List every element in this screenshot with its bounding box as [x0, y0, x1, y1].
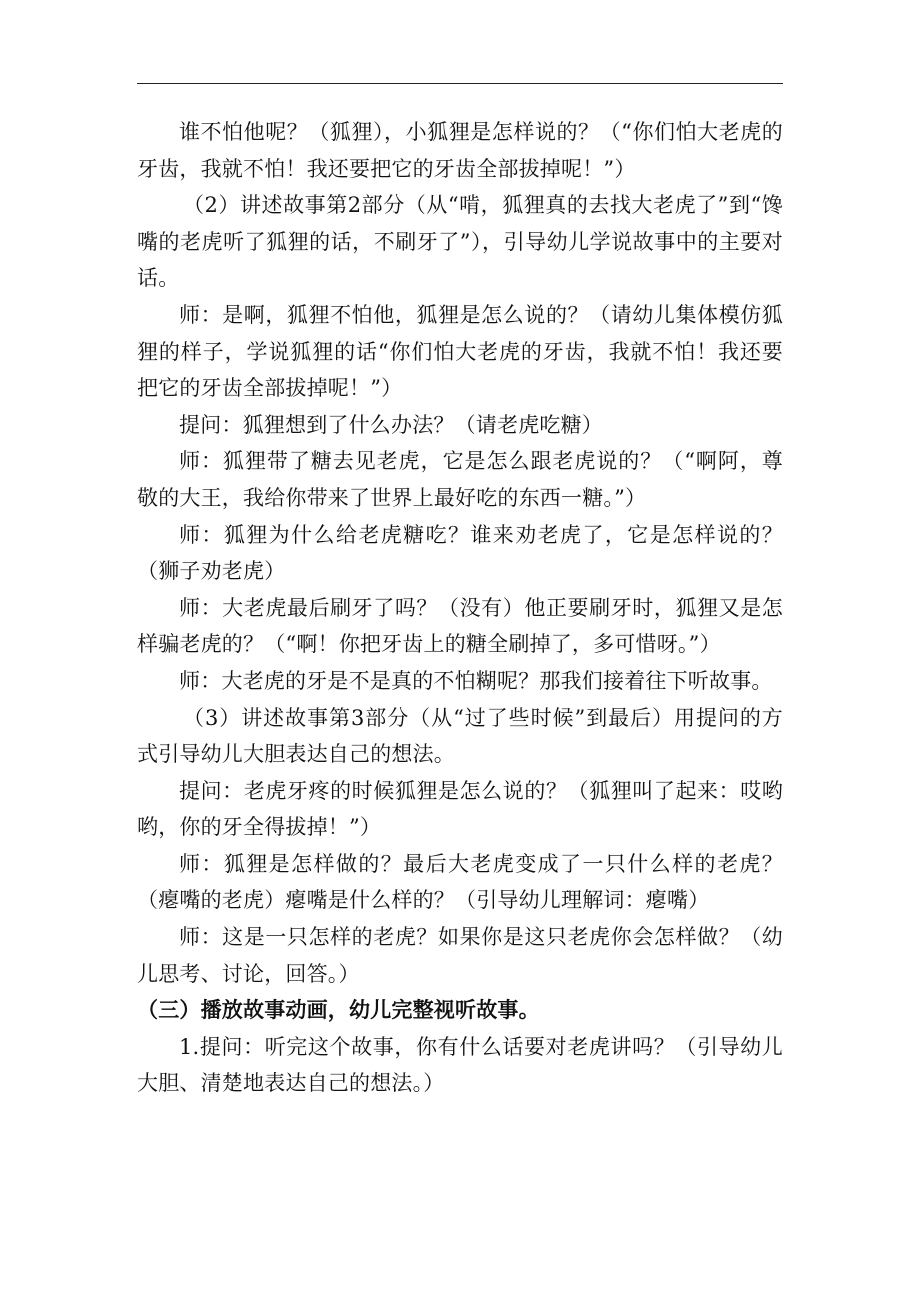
paragraph-story-part-3: （3）讲述故事第3部分（从“过了些时候”到最后）用提问的方式引导幼儿大胆表达自己的想法。: [137, 705, 783, 767]
header-rule: [137, 83, 783, 84]
paragraph-question-after-story: 1.提问：听完这个故事，你有什么话要对老虎讲吗？（引导幼儿大胆、清楚地表达自己的想法。）: [137, 1034, 783, 1096]
paragraph-question-toothache: 提问：老虎牙疼的时候狐狸是怎么说的？（狐狸叫了起来：哎哟哟，你的牙全得拔掉！”）: [137, 778, 783, 840]
paragraph-teacher-continue: 师：大老虎的牙是不是真的不怕糊呢？那我们接着往下听故事。: [179, 668, 773, 693]
paragraph-teacher-what-would-you-do: 师：这是一只怎样的老虎？如果你是这只老虎你会怎样做？（幼儿思考、讨论，回答。）: [137, 925, 783, 986]
paragraph-fox-reply: 谁不怕他呢？（狐狸），小狐狸是怎样说的？（“你们怕大老虎的牙齿，我就不怕！我还要把它的牙齿全部拔掉呢！”）: [137, 120, 783, 181]
paragraph-teacher-fox-not-afraid: 师：是啊，狐狸不怕他，狐狸是怎么说的？（请幼儿集体模仿狐狸的样子，学说狐狸的话“你们怕大老虎的牙齿，我就不怕！我还要把它的牙齿全部拔掉呢！”）: [137, 302, 783, 401]
paragraph-teacher-toothless-tiger: 师：狐狸是怎样做的？最后大老虎变成了一只什么样的老虎？（瘪嘴的老虎）瘪嘴是什么样的？（引导幼儿理解词：瘪嘴）: [137, 851, 783, 913]
document-body: [137, 114, 783, 1102]
paragraph-teacher-lion-advice: 师：狐狸为什么给老虎糖吃？谁来劝老虎了，它是怎样说的？（狮子劝老虎）: [137, 522, 783, 584]
paragraph-question-fox-idea: 提问：狐狸想到了什么办法？（请老虎吃糖）: [179, 412, 603, 437]
paragraph-story-part-2: （2）讲述故事第2部分（从“啃，狐狸真的去找大老虎了”到“馋嘴的老虎听了狐狸的话，不刷牙了”），引导幼儿学说故事中的主要对话。: [137, 193, 783, 291]
paragraph-teacher-brushing: 师：大老虎最后刷牙了吗？（没有）他正要刷牙时，狐狸又是怎样骗老虎的？（“啊！你把牙齿上的糖全刷掉了，多可惜呀。”）: [137, 595, 783, 657]
paragraph-teacher-fox-candy: 师：狐狸带了糖去见老虎，它是怎么跟老虎说的？（“啊阿，尊敬的大王，我给你带来了世界上最好吃的东西一糖。”）: [137, 449, 783, 510]
section-heading-play-animation: （三）播放故事动画，幼儿完整视听故事。: [137, 997, 540, 1023]
